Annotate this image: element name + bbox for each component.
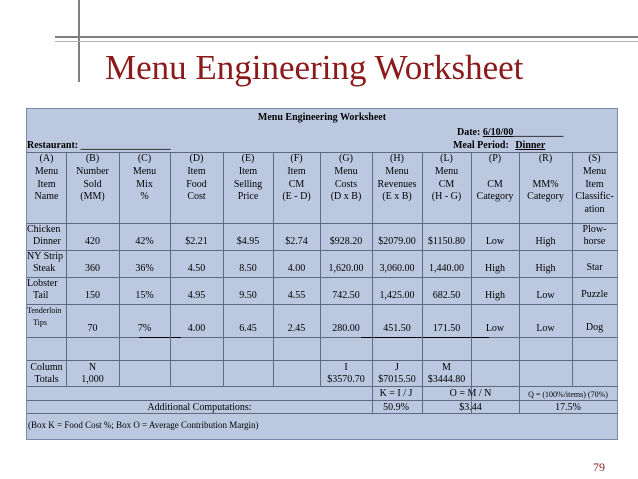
row-cell-revenues: $2079.00 — [378, 236, 416, 247]
row-cell-food-cost: 4.00 — [187, 323, 206, 334]
column-letter: (R) — [538, 153, 553, 164]
column-header-line: Price — [237, 191, 259, 203]
column-letter: (E) — [241, 153, 255, 164]
row-cell-revenues: 1,425.00 — [379, 290, 415, 301]
column-header — [422, 153, 471, 204]
column-header-line: (D x B) — [330, 191, 362, 203]
column-header — [471, 153, 519, 204]
total-menu-revenues: J $7015.50 — [378, 362, 416, 385]
column-header-line: Item — [238, 165, 258, 177]
column-header-line: MM% — [532, 178, 559, 190]
row-cell-revenues: 451.50 — [383, 323, 411, 334]
column-letter: (L) — [440, 153, 453, 164]
row-cell-mix: 15% — [135, 290, 154, 301]
grid-line — [27, 250, 617, 251]
column-header — [572, 153, 617, 217]
column-header-line — [519, 166, 572, 179]
column-header-line: Category — [527, 191, 564, 203]
row-cell-cm: 4.00 — [287, 263, 306, 274]
grid-line — [27, 223, 617, 224]
row-classification: Dog — [585, 322, 604, 333]
column-letter: (A) — [39, 153, 54, 164]
column-header-line: % — [140, 191, 149, 203]
underline-mark — [139, 337, 181, 338]
row-cell-cm-cat: High — [485, 263, 505, 274]
row-cell-costs: 1,620.00 — [328, 263, 364, 274]
column-header-line: Item — [187, 165, 206, 177]
restaurant-label: Restaurant: — [27, 140, 79, 151]
page-number: 79 — [593, 460, 605, 474]
restaurant-field — [27, 139, 171, 152]
row-item-name: Chicken Dinner — [27, 224, 61, 247]
totals-label: Column Totals — [30, 362, 63, 385]
row-cell-mix: 7% — [137, 323, 152, 334]
column-header-line: Selling — [233, 178, 263, 190]
column-header — [320, 153, 372, 204]
column-header-line: Revenues — [377, 178, 417, 190]
row-cell-costs: 280.00 — [332, 323, 360, 334]
worksheet — [26, 108, 618, 440]
column-letter: (G) — [339, 153, 353, 164]
decorative-horizontal-bar — [55, 36, 638, 38]
row-cell-mix: 42% — [135, 236, 154, 247]
meal-period-label: Meal Period: — [453, 140, 509, 151]
row-cell-food-cost: $2.21 — [185, 236, 208, 247]
column-letter: (P) — [488, 153, 502, 164]
column-header-line: (MM) — [80, 191, 105, 203]
column-letter: (S) — [588, 153, 601, 164]
row-cell-sold: 70 — [87, 323, 98, 334]
grid-line — [27, 337, 617, 338]
column-header — [27, 153, 66, 204]
row-cell-cm-cat: Low — [485, 236, 505, 247]
grid-line — [27, 304, 617, 305]
date-label: Date: — [457, 127, 481, 138]
row-cell-mm-cat: High — [535, 236, 556, 247]
column-header-line — [471, 166, 519, 179]
row-item-name: Lobster Tail — [27, 278, 58, 301]
column-header — [119, 153, 170, 204]
formula-q: Q = (100%/items) (70%) — [528, 390, 608, 399]
column-header-line: Name — [34, 191, 59, 203]
column-header — [170, 153, 223, 204]
meal-period-value: Dinner — [515, 140, 546, 151]
row-cell-cm-cat: High — [485, 290, 505, 301]
column-header-line: Item — [287, 165, 306, 177]
underline-mark — [361, 337, 489, 338]
column-header-line: Item — [37, 178, 56, 190]
column-letter: (H) — [390, 153, 404, 164]
column-header — [519, 153, 572, 204]
row-cell-price: 9.50 — [239, 290, 257, 301]
row-item-name: Tenderloin Tips — [27, 306, 62, 327]
column-header-line: Category — [476, 191, 514, 203]
row-cell-sold: 150 — [85, 290, 100, 301]
row-classification: Star — [586, 262, 603, 273]
row-cell-food-cost: 4.50 — [187, 263, 206, 274]
row-cell-menu-cm: 1,440.00 — [429, 263, 464, 274]
total-number-sold: N 1,000 — [81, 362, 104, 385]
column-header-line: Mix — [136, 178, 153, 190]
footnote: (Box K = Food Cost %; Box O = Average Contribution Margin) — [28, 420, 259, 430]
total-menu-costs: I $3570.70 — [327, 362, 365, 385]
row-cell-sold: 360 — [85, 263, 100, 274]
row-cell-price: $4.95 — [236, 236, 260, 247]
row-cell-revenues: 3,060.00 — [379, 263, 415, 274]
column-header-line: Menu — [434, 165, 459, 177]
grid-line — [27, 360, 617, 361]
formula-o: O = M / N — [449, 388, 492, 399]
column-header-line: CM — [487, 178, 503, 190]
row-cell-sold: 420 — [85, 236, 100, 247]
row-cell-price: 6.45 — [239, 323, 257, 334]
row-cell-mm-cat: Low — [536, 323, 555, 334]
row-classification: Plow- horse — [582, 224, 607, 247]
total-menu-cm: M $3444.80 — [427, 362, 466, 385]
column-header-line: ation — [584, 204, 605, 216]
decorative-horizontal-line — [55, 41, 638, 42]
column-header — [223, 153, 273, 204]
column-header — [273, 153, 320, 204]
column-header-line: Menu — [132, 165, 157, 177]
column-header-line: Cost — [187, 191, 206, 203]
row-cell-mix: 36% — [135, 263, 154, 274]
column-header-line: Food — [186, 178, 207, 190]
row-cell-costs: $928.20 — [329, 236, 363, 247]
additional-computations-label: Additional Computations: — [147, 402, 252, 413]
column-header — [66, 153, 119, 204]
row-cell-cm: 2.45 — [287, 323, 306, 334]
slide-title: Menu Engineering Worksheet — [105, 48, 524, 87]
date-value: 6/10/00 — [482, 127, 514, 138]
column-header-line: (E x B) — [382, 191, 412, 203]
column-letter: (C) — [137, 153, 152, 164]
column-header-line: CM — [288, 178, 305, 190]
column-header-line: Menu — [582, 165, 607, 177]
row-cell-cm-cat: Low — [485, 323, 505, 334]
row-cell-price: 8.50 — [239, 263, 257, 274]
column-header-line: Classific- — [575, 191, 614, 203]
row-classification: Puzzle — [581, 289, 608, 300]
column-header-line: Menu — [34, 165, 59, 177]
column-header-line: CM — [438, 178, 455, 190]
grid-line — [27, 277, 617, 278]
date-field — [457, 126, 563, 139]
restaurant-blank: __________________ — [80, 140, 171, 151]
date-blank: __________ — [513, 127, 564, 138]
row-cell-mm-cat: Low — [536, 290, 555, 301]
formula-k: K = I / J — [379, 388, 413, 399]
column-header — [372, 153, 422, 204]
column-header-line: Costs — [334, 178, 358, 190]
column-header-line: (H - G) — [431, 191, 462, 203]
column-header-line: Menu — [385, 165, 409, 177]
row-cell-menu-cm: $1150.80 — [427, 236, 466, 247]
column-header-line: Number — [76, 165, 109, 177]
column-letter: (B) — [85, 153, 100, 164]
column-header-line: (E - D) — [282, 191, 311, 203]
additional-o-value: $3.44 — [459, 402, 482, 413]
row-cell-menu-cm: 682.50 — [432, 290, 461, 301]
meal-period-field — [453, 139, 545, 152]
row-cell-food-cost: 4.95 — [187, 290, 206, 301]
row-cell-cm: $2.74 — [285, 236, 308, 247]
additional-k-value: 50.9% — [383, 402, 409, 413]
column-letter: (D) — [189, 153, 204, 164]
additional-q-value: 17.5% — [555, 402, 581, 413]
row-cell-costs: 742.50 — [332, 290, 360, 301]
column-letter: (F) — [290, 153, 303, 164]
column-header-line: Sold — [83, 178, 102, 190]
worksheet-heading: Menu Engineering Worksheet — [257, 112, 387, 123]
column-header-line: Item — [585, 178, 604, 190]
row-cell-cm: 4.55 — [287, 290, 306, 301]
row-item-name: NY Strip Steak — [27, 251, 64, 274]
row-cell-menu-cm: 171.50 — [432, 323, 461, 334]
column-header-line: Menu — [334, 165, 358, 177]
row-cell-mm-cat: High — [535, 263, 556, 274]
